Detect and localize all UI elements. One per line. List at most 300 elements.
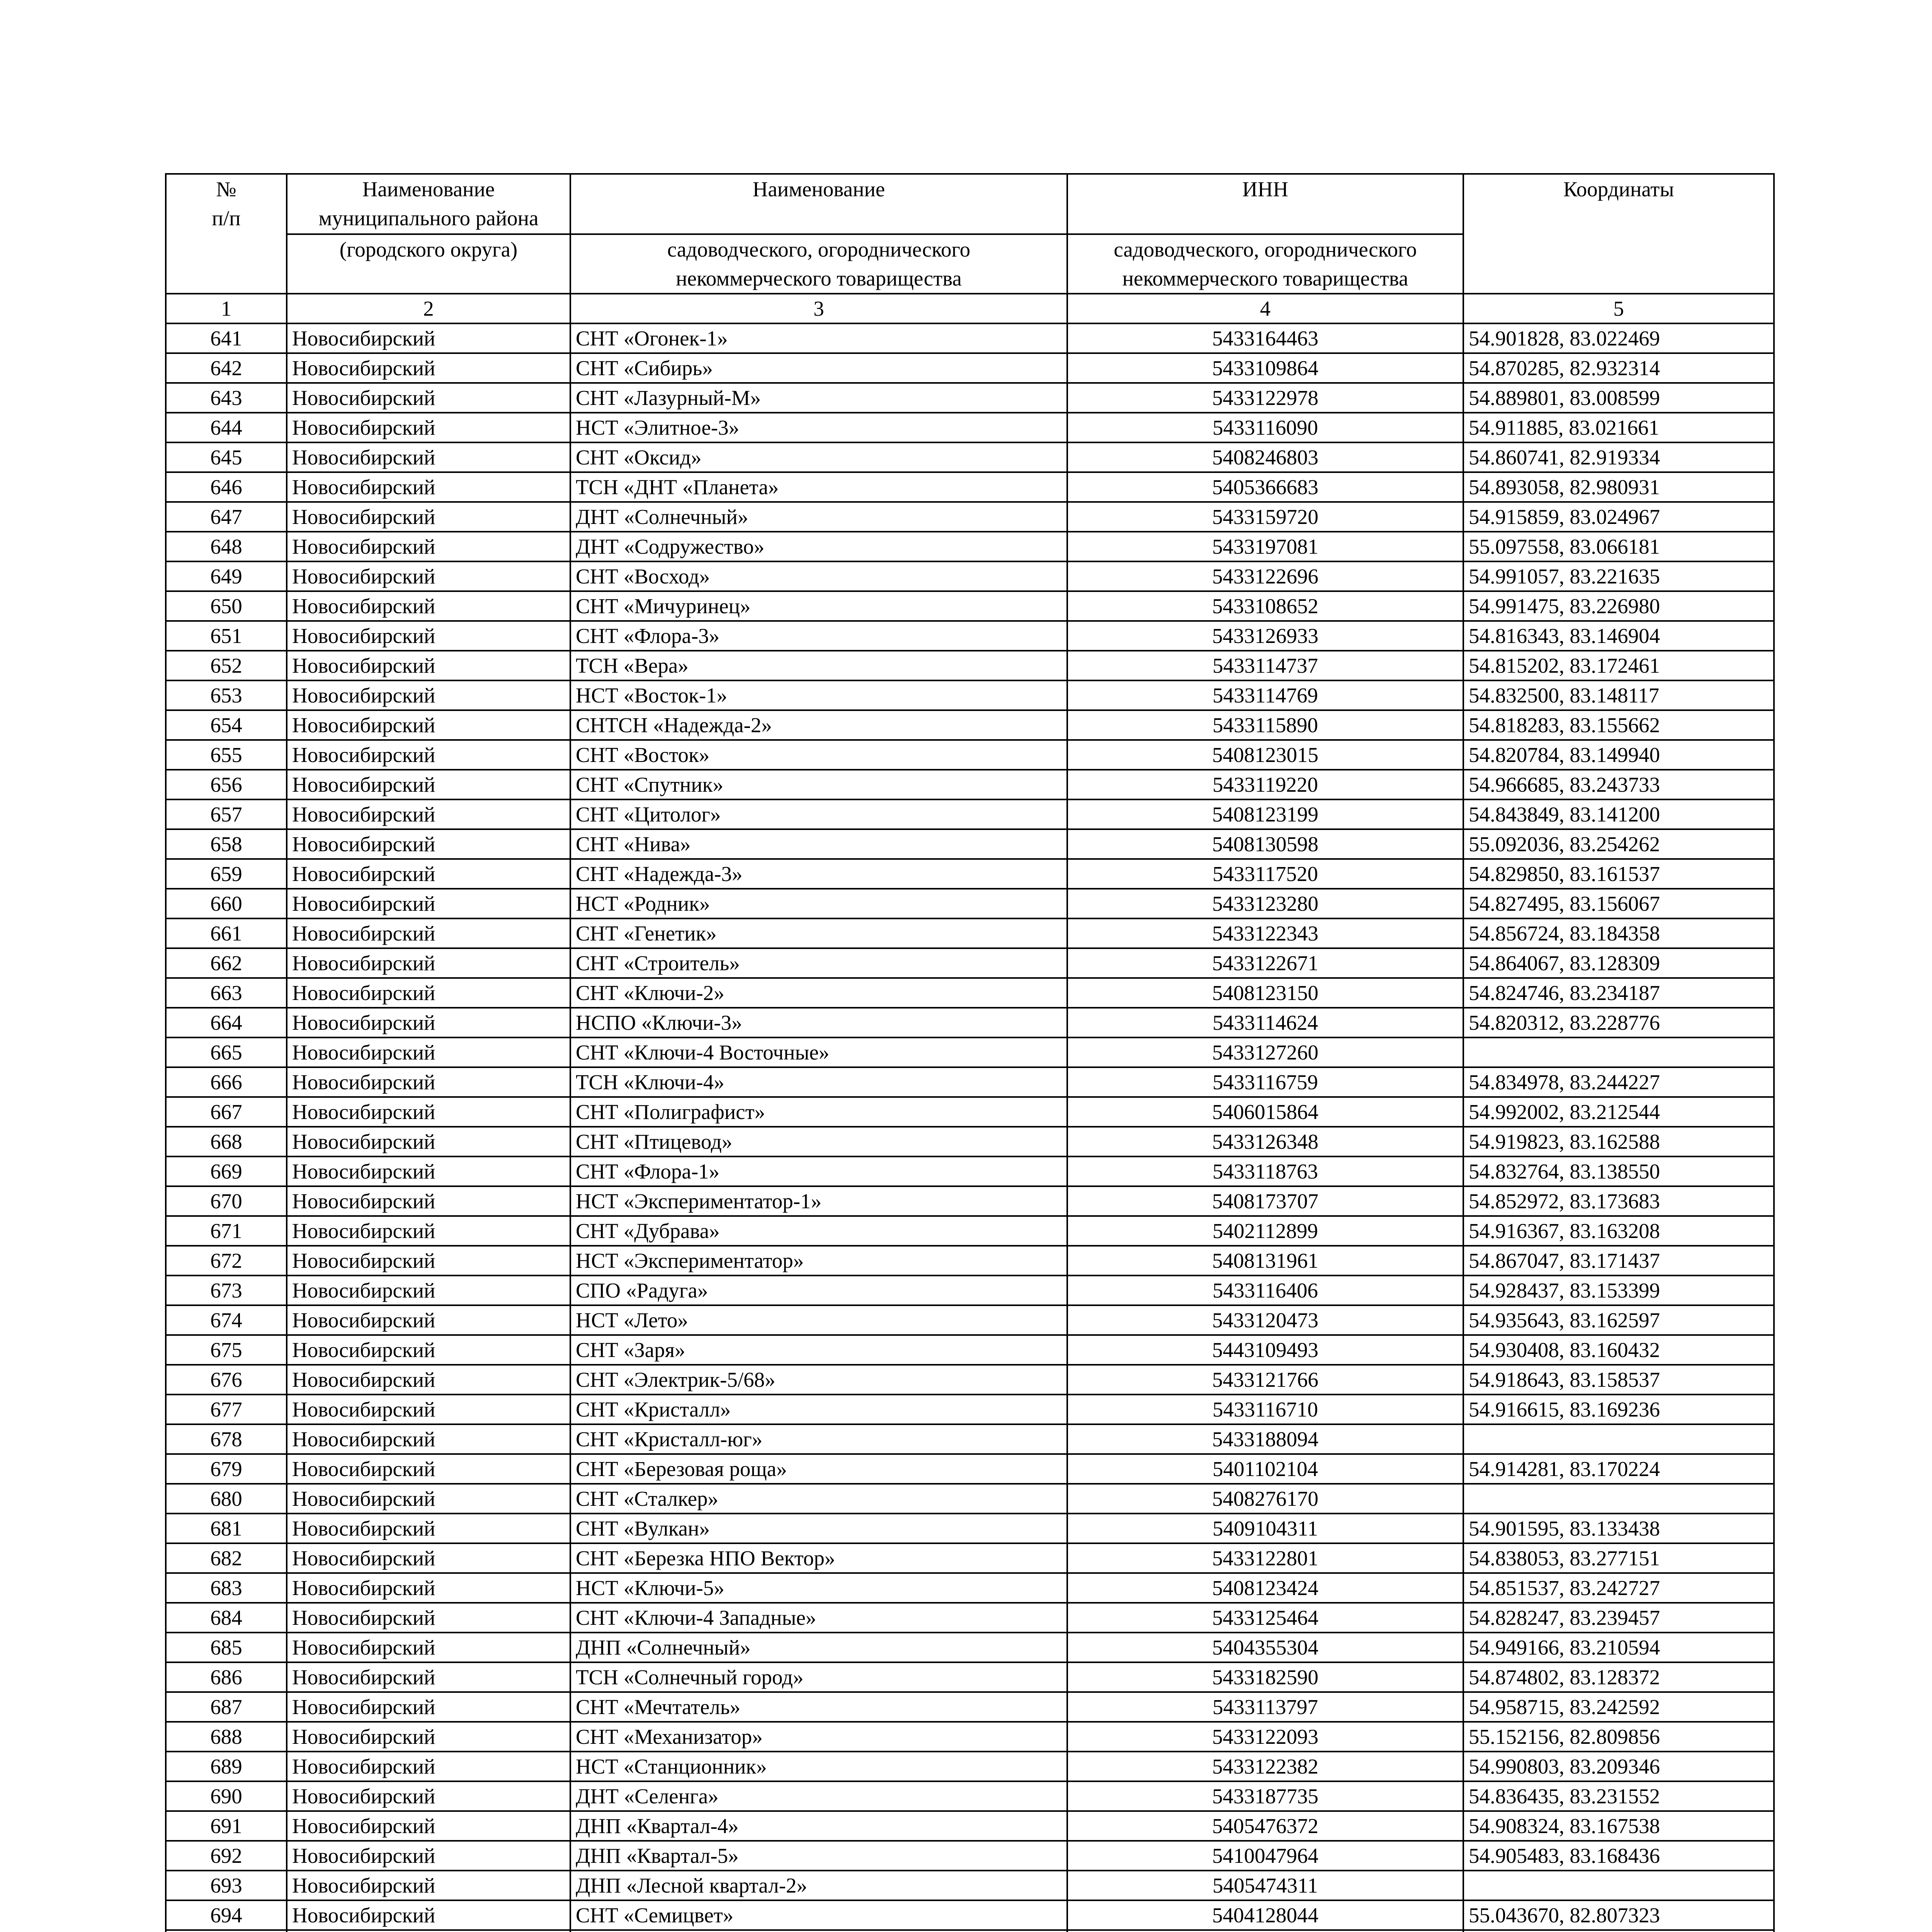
registry-table xyxy=(165,173,1775,1932)
coordinates-value: 55.043670, 82.807323 xyxy=(1463,1900,1774,1930)
association-name: СНТ «Березка НПО Вектор» xyxy=(570,1543,1067,1573)
table-row xyxy=(166,1543,1774,1573)
inn-value: 5408123015 xyxy=(1067,740,1463,770)
district-name: Новосибирский xyxy=(287,740,570,770)
table-row xyxy=(166,710,1774,740)
district-name: Новосибирский xyxy=(287,1514,570,1543)
row-number: 674 xyxy=(166,1305,287,1335)
table-row xyxy=(166,1900,1774,1930)
association-name: СНТ «Мечтатель» xyxy=(570,1692,1067,1722)
district-name: Новосибирский xyxy=(287,532,570,561)
header-row-top xyxy=(166,174,1774,234)
district-name: Новосибирский xyxy=(287,1781,570,1811)
association-name: СНТ «Сибирь» xyxy=(570,353,1067,383)
coordinates-value: 54.949166, 83.210594 xyxy=(1463,1633,1774,1662)
district-name: Новосибирский xyxy=(287,978,570,1008)
district-name: Новосибирский xyxy=(287,1662,570,1692)
table-row xyxy=(166,1097,1774,1127)
coordinates-value: 54.901828, 83.022469 xyxy=(1463,323,1774,353)
header-inn-bottom: садоводческого, огороднического некоммерческого товарищества xyxy=(1067,234,1463,294)
association-name: ДНП «Лесной квартал-2» xyxy=(570,1871,1067,1900)
district-name: Новосибирский xyxy=(287,442,570,472)
association-name: СНТ «Ключи-4 Западные» xyxy=(570,1603,1067,1633)
row-number: 650 xyxy=(166,591,287,621)
row-number: 682 xyxy=(166,1543,287,1573)
coordinates-value: 54.820784, 83.149940 xyxy=(1463,740,1774,770)
coordinates-value xyxy=(1463,1930,1774,1932)
association-name: НСТ «Экспериментатор» xyxy=(570,1246,1067,1276)
coordinates-value: 54.843849, 83.141200 xyxy=(1463,799,1774,829)
row-number: 673 xyxy=(166,1276,287,1305)
association-name: НСТ «Ключи-5» xyxy=(570,1573,1067,1603)
district-name: Новосибирский xyxy=(287,1246,570,1276)
inn-value: 5433126348 xyxy=(1067,1127,1463,1156)
table-row xyxy=(166,1008,1774,1037)
district-name: Новосибирский xyxy=(287,680,570,710)
coordinates-value: 54.958715, 83.242592 xyxy=(1463,1692,1774,1722)
coordinates-value: 54.935643, 83.162597 xyxy=(1463,1305,1774,1335)
row-number: 688 xyxy=(166,1722,287,1752)
coordinates-value: 54.870285, 82.932314 xyxy=(1463,353,1774,383)
inn-value: 5433122093 xyxy=(1067,1722,1463,1752)
row-number: 684 xyxy=(166,1603,287,1633)
inn-value: 5410047964 xyxy=(1067,1841,1463,1871)
row-number: 647 xyxy=(166,502,287,532)
inn-value: 5401102104 xyxy=(1067,1454,1463,1484)
district-name: Новосибирский xyxy=(287,472,570,502)
association-name: СНТ «Восход» xyxy=(570,561,1067,591)
inn-value: 5433115890 xyxy=(1067,710,1463,740)
inn-value: 5433113797 xyxy=(1067,1692,1463,1722)
table-row xyxy=(166,918,1774,948)
row-number: 683 xyxy=(166,1573,287,1603)
table-row xyxy=(166,1424,1774,1454)
table-row xyxy=(166,353,1774,383)
inn-value: 5405476372 xyxy=(1067,1811,1463,1841)
association-name: СНТ «Цитолог» xyxy=(570,799,1067,829)
column-number: 1 xyxy=(166,294,287,323)
inn-value: 5433114769 xyxy=(1067,680,1463,710)
district-name: Новосибирский xyxy=(287,799,570,829)
association-name: СНТ «Кристалл-юг» xyxy=(570,1424,1067,1454)
inn-value: 5433116090 xyxy=(1067,413,1463,442)
table-row xyxy=(166,442,1774,472)
table-row xyxy=(166,1186,1774,1216)
row-number: 679 xyxy=(166,1454,287,1484)
coordinates-value: 54.856724, 83.184358 xyxy=(1463,918,1774,948)
header-coordinates: Координаты xyxy=(1463,174,1774,294)
inn-value: 5433120473 xyxy=(1067,1305,1463,1335)
row-number: 652 xyxy=(166,651,287,680)
row-number: 664 xyxy=(166,1008,287,1037)
row-number: 672 xyxy=(166,1246,287,1276)
district-name: Новосибирский xyxy=(287,1156,570,1186)
district-name: Новосибирский xyxy=(287,948,570,978)
association-name: СНТ «Дубрава» xyxy=(570,1216,1067,1246)
coordinates-value: 54.815202, 83.172461 xyxy=(1463,651,1774,680)
inn-value: 5433121766 xyxy=(1067,1365,1463,1395)
coordinates-value: 54.916367, 83.163208 xyxy=(1463,1216,1774,1246)
coordinates-value: 54.864067, 83.128309 xyxy=(1463,948,1774,978)
association-name: СНТ «Флора-3» xyxy=(570,621,1067,651)
inn-value: 5406015864 xyxy=(1067,1097,1463,1127)
district-name: Новосибирский xyxy=(287,561,570,591)
district-name: Новосибирский xyxy=(287,1722,570,1752)
coordinates-value: 54.851537, 83.242727 xyxy=(1463,1573,1774,1603)
row-number: 655 xyxy=(166,740,287,770)
coordinates-value: 54.820312, 83.228776 xyxy=(1463,1008,1774,1037)
row-number: 651 xyxy=(166,621,287,651)
table-row xyxy=(166,1930,1774,1932)
district-name: Новосибирский xyxy=(287,1335,570,1365)
coordinates-value: 54.836435, 83.231552 xyxy=(1463,1781,1774,1811)
association-name: СНТ «Вулкан» xyxy=(570,1514,1067,1543)
coordinates-value: 54.918643, 83.158537 xyxy=(1463,1365,1774,1395)
district-name: Новосибирский xyxy=(287,1811,570,1841)
header-name-top: Наименование xyxy=(570,174,1067,234)
association-name: ТСН «ДНТ «Планета» xyxy=(570,472,1067,502)
row-number: 677 xyxy=(166,1395,287,1424)
row-number: 691 xyxy=(166,1811,287,1841)
district-name: Новосибирский xyxy=(287,1573,570,1603)
row-number: 686 xyxy=(166,1662,287,1692)
inn-value: 5433114624 xyxy=(1067,1008,1463,1037)
row-number: 661 xyxy=(166,918,287,948)
inn-value: 5433119220 xyxy=(1067,770,1463,799)
district-name: Новосибирский xyxy=(287,1603,570,1633)
inn-value: 5408130598 xyxy=(1067,829,1463,859)
coordinates-value: 55.097558, 83.066181 xyxy=(1463,532,1774,561)
row-number: 665 xyxy=(166,1037,287,1067)
district-name: Новосибирский xyxy=(287,353,570,383)
association-name: ДНТ «Солнечный» xyxy=(570,502,1067,532)
row-number: 653 xyxy=(166,680,287,710)
coordinates-value: 54.860741, 82.919334 xyxy=(1463,442,1774,472)
inn-value: 5405366683 xyxy=(1067,472,1463,502)
row-number: 654 xyxy=(166,710,287,740)
table-row xyxy=(166,1365,1774,1395)
table-row xyxy=(166,948,1774,978)
inn-value: 5433187735 xyxy=(1067,1781,1463,1811)
district-name: Новосибирский xyxy=(287,621,570,651)
inn-value: 5433159720 xyxy=(1067,502,1463,532)
district-name: Новосибирский xyxy=(287,1752,570,1781)
row-number: 643 xyxy=(166,383,287,413)
district-name: Новосибирский xyxy=(287,1484,570,1514)
district-name: Новосибирский xyxy=(287,1216,570,1246)
table-row xyxy=(166,561,1774,591)
inn-value: 5404355304 xyxy=(1067,1633,1463,1662)
table-row xyxy=(166,532,1774,561)
association-name: СПО «Радуга» xyxy=(570,1276,1067,1305)
association-name: СНТ «Оксид» xyxy=(570,442,1067,472)
coordinates-value: 54.916615, 83.169236 xyxy=(1463,1395,1774,1424)
district-name: Новосибирский xyxy=(287,383,570,413)
district-name: Новосибирский xyxy=(287,323,570,353)
coordinates-value: 54.991475, 83.226980 xyxy=(1463,591,1774,621)
header-district-bottom: (городского округа) xyxy=(287,234,570,294)
association-name: ТСН «Ключи-4» xyxy=(570,1067,1067,1097)
inn-value: 5408123424 xyxy=(1067,1573,1463,1603)
table-row xyxy=(166,1037,1774,1067)
association-name: СНТ «Полиграфист» xyxy=(570,1097,1067,1127)
inn-value: 5433114737 xyxy=(1067,651,1463,680)
table-row xyxy=(166,889,1774,918)
inn-value: 5433122671 xyxy=(1067,948,1463,978)
table-row xyxy=(166,1781,1774,1811)
table-row xyxy=(166,591,1774,621)
inn-value: 5433125464 xyxy=(1067,1603,1463,1633)
table-row xyxy=(166,1156,1774,1186)
inn-value: 5433122382 xyxy=(1067,1752,1463,1781)
district-name: Новосибирский xyxy=(287,1871,570,1900)
coordinates-value: 55.092036, 83.254262 xyxy=(1463,829,1774,859)
coordinates-value: 54.834978, 83.244227 xyxy=(1463,1067,1774,1097)
district-name: Новосибирский xyxy=(287,829,570,859)
association-name: ТСН «Вера» xyxy=(570,651,1067,680)
district-name: Новосибирский xyxy=(287,1841,570,1871)
coordinates-value xyxy=(1463,1424,1774,1454)
table-row xyxy=(166,1633,1774,1662)
row-number: 671 xyxy=(166,1216,287,1246)
row-number: 685 xyxy=(166,1633,287,1662)
inn-value: 5433164463 xyxy=(1067,323,1463,353)
association-name: НСТ «Элитное-3» xyxy=(570,413,1067,442)
inn-value: 5433126933 xyxy=(1067,621,1463,651)
inn-value: 5409104311 xyxy=(1067,1514,1463,1543)
coordinates-value: 54.824746, 83.234187 xyxy=(1463,978,1774,1008)
coordinates-value: 55.152156, 82.809856 xyxy=(1463,1722,1774,1752)
row-number: 690 xyxy=(166,1781,287,1811)
table-row xyxy=(166,770,1774,799)
district-name: Новосибирский xyxy=(287,1127,570,1156)
table-row xyxy=(166,1841,1774,1871)
association-name: ДНТ «Селенга» xyxy=(570,1781,1067,1811)
district-name: Новосибирский xyxy=(287,1276,570,1305)
district-name: Новосибирский xyxy=(287,918,570,948)
row-number: 657 xyxy=(166,799,287,829)
table-row xyxy=(166,323,1774,353)
table-row xyxy=(166,829,1774,859)
association-name: СНТ «Кристалл» xyxy=(570,1395,1067,1424)
inn-value: 5408173707 xyxy=(1067,1186,1463,1216)
association-name: СНТ «Птицевод» xyxy=(570,1127,1067,1156)
inn-value: 5405474311 xyxy=(1067,1871,1463,1900)
coordinates-value: 54.874802, 83.128372 xyxy=(1463,1662,1774,1692)
row-number: 670 xyxy=(166,1186,287,1216)
association-name: СНТ «Лазурный-М» xyxy=(570,383,1067,413)
district-name: Новосибирский xyxy=(287,1395,570,1424)
coordinates-value: 54.852972, 83.173683 xyxy=(1463,1186,1774,1216)
association-name: ДНП «Солнечный» xyxy=(570,1633,1067,1662)
table-row xyxy=(166,1484,1774,1514)
table-row xyxy=(166,502,1774,532)
row-number: 693 xyxy=(166,1871,287,1900)
coordinates-value: 54.919823, 83.162588 xyxy=(1463,1127,1774,1156)
row-number: 669 xyxy=(166,1156,287,1186)
association-name: НСПО «Ключи-3» xyxy=(570,1008,1067,1037)
district-name: Новосибирский xyxy=(287,1008,570,1037)
table-row xyxy=(166,799,1774,829)
row-number: 659 xyxy=(166,859,287,889)
row-number: 687 xyxy=(166,1692,287,1722)
table-row xyxy=(166,1573,1774,1603)
table-row xyxy=(166,472,1774,502)
header-district-top: Наименование муниципального района xyxy=(287,174,570,234)
coordinates-value: 54.889801, 83.008599 xyxy=(1463,383,1774,413)
inn-value: 5433122978 xyxy=(1067,383,1463,413)
table-row xyxy=(166,651,1774,680)
table-row xyxy=(166,1514,1774,1543)
table-row xyxy=(166,621,1774,651)
coordinates-value: 54.828247, 83.239457 xyxy=(1463,1603,1774,1633)
table-row xyxy=(166,859,1774,889)
district-name: Новосибирский xyxy=(287,1543,570,1573)
district-name: Новосибирский xyxy=(287,710,570,740)
district-name: Новосибирский xyxy=(287,1037,570,1067)
coordinates-value: 54.829850, 83.161537 xyxy=(1463,859,1774,889)
association-name: СНТ «Ключи-2» xyxy=(570,978,1067,1008)
association-name: СНТ «Надежда-3» xyxy=(570,859,1067,889)
association-name: СНТСН «Надежда-2» xyxy=(570,710,1067,740)
inn-value: 5433123280 xyxy=(1067,889,1463,918)
association-name: СНТ «Ключи-4 Восточные» xyxy=(570,1037,1067,1067)
inn-value: 5408123199 xyxy=(1067,799,1463,829)
inn-value: 5433118763 xyxy=(1067,1156,1463,1186)
row-number: 648 xyxy=(166,532,287,561)
coordinates-value xyxy=(1463,1037,1774,1067)
inn-value: 5408123150 xyxy=(1067,978,1463,1008)
column-number: 4 xyxy=(1067,294,1463,323)
district-name: Новосибирский xyxy=(287,1365,570,1395)
table-row xyxy=(166,1811,1774,1841)
table-row xyxy=(166,680,1774,710)
association-name: СНТ «Семицвет» xyxy=(570,1900,1067,1930)
association-name: СНТ «Генетик» xyxy=(570,918,1067,948)
row-number: 680 xyxy=(166,1484,287,1514)
district-name: Новосибирский xyxy=(287,1097,570,1127)
coordinates-value: 54.928437, 83.153399 xyxy=(1463,1276,1774,1305)
association-name: НСТ «Восток-1» xyxy=(570,680,1067,710)
table-row xyxy=(166,740,1774,770)
table-row xyxy=(166,1216,1774,1246)
row-number: 663 xyxy=(166,978,287,1008)
inn-value: 5433127260 xyxy=(1067,1037,1463,1067)
header-inn-top: ИНН xyxy=(1067,174,1463,234)
table-row xyxy=(166,1752,1774,1781)
district-name: Новосибирский xyxy=(287,1454,570,1484)
row-number: 646 xyxy=(166,472,287,502)
coordinates-value: 54.911885, 83.021661 xyxy=(1463,413,1774,442)
coordinates-value: 54.867047, 83.171437 xyxy=(1463,1246,1774,1276)
table-row xyxy=(166,1454,1774,1484)
inn-value: 5443109493 xyxy=(1067,1335,1463,1365)
association-name: НСТ «Экспериментатор-1» xyxy=(570,1186,1067,1216)
table-row xyxy=(166,978,1774,1008)
district-name: Новосибирский xyxy=(287,1692,570,1722)
district-name: Новосибирский xyxy=(287,859,570,889)
inn-value: 5433109864 xyxy=(1067,353,1463,383)
association-name: НСТ «Родник» xyxy=(570,889,1067,918)
table-row xyxy=(166,413,1774,442)
coordinates-value: 54.990803, 83.209346 xyxy=(1463,1752,1774,1781)
inn-value: 5433188094 xyxy=(1067,1424,1463,1454)
coordinates-value: 54.966685, 83.243733 xyxy=(1463,770,1774,799)
association-name: ДНП «Квартал-5» xyxy=(570,1841,1067,1871)
coordinates-value: 54.827495, 83.156067 xyxy=(1463,889,1774,918)
row-number: 644 xyxy=(166,413,287,442)
inn-value xyxy=(1067,1930,1463,1932)
table-row xyxy=(166,1692,1774,1722)
association-name: СНТ «Флора-1» xyxy=(570,1156,1067,1186)
row-number: 642 xyxy=(166,353,287,383)
coordinates-value: 54.915859, 83.024967 xyxy=(1463,502,1774,532)
coordinates-value: 54.818283, 83.155662 xyxy=(1463,710,1774,740)
coordinates-value xyxy=(1463,1871,1774,1900)
coordinates-value: 54.905483, 83.168436 xyxy=(1463,1841,1774,1871)
row-number: 662 xyxy=(166,948,287,978)
row-number: 689 xyxy=(166,1752,287,1781)
district-name: Новосибирский xyxy=(287,1067,570,1097)
district-name: Новосибирский xyxy=(287,1186,570,1216)
inn-value: 5404128044 xyxy=(1067,1900,1463,1930)
district-name: Новосибирский xyxy=(287,1424,570,1454)
table-row xyxy=(166,1395,1774,1424)
coordinates-value: 54.832500, 83.148117 xyxy=(1463,680,1774,710)
header-name-bottom: садоводческого, огороднического некоммерческого товарищества xyxy=(570,234,1067,294)
district-name: Новосибирский xyxy=(287,770,570,799)
association-name: СНТ «Нива» xyxy=(570,829,1067,859)
district-name: Новосибирский xyxy=(287,651,570,680)
inn-value: 5402112899 xyxy=(1067,1216,1463,1246)
table-row xyxy=(166,1722,1774,1752)
coordinates-value: 54.914281, 83.170224 xyxy=(1463,1454,1774,1484)
district-name xyxy=(287,1930,570,1932)
row-number: 668 xyxy=(166,1127,287,1156)
inn-value: 5433116710 xyxy=(1067,1395,1463,1424)
district-name: Новосибирский xyxy=(287,1900,570,1930)
coordinates-value: 54.838053, 83.277151 xyxy=(1463,1543,1774,1573)
association-name xyxy=(570,1930,1067,1932)
coordinates-value: 54.816343, 83.146904 xyxy=(1463,621,1774,651)
row-number: 658 xyxy=(166,829,287,859)
association-name: СНТ «Заря» xyxy=(570,1335,1067,1365)
association-name: СНТ «Спутник» xyxy=(570,770,1067,799)
coordinates-value: 54.901595, 83.133438 xyxy=(1463,1514,1774,1543)
table-row xyxy=(166,1603,1774,1633)
inn-value: 5433122696 xyxy=(1067,561,1463,591)
association-name: СНТ «Строитель» xyxy=(570,948,1067,978)
table-row xyxy=(166,1276,1774,1305)
coordinates-value: 54.991057, 83.221635 xyxy=(1463,561,1774,591)
coordinates-value: 54.992002, 83.212544 xyxy=(1463,1097,1774,1127)
table-row xyxy=(166,383,1774,413)
association-name: СНТ «Березовая роща» xyxy=(570,1454,1067,1484)
table-row xyxy=(166,1127,1774,1156)
inn-value: 5433108652 xyxy=(1067,591,1463,621)
association-name: ДНП «Квартал-4» xyxy=(570,1811,1067,1841)
table-row xyxy=(166,1871,1774,1900)
coordinates-value: 54.832764, 83.138550 xyxy=(1463,1156,1774,1186)
inn-value: 5433116406 xyxy=(1067,1276,1463,1305)
row-number xyxy=(166,1930,287,1932)
row-number: 667 xyxy=(166,1097,287,1127)
association-name: СНТ «Механизатор» xyxy=(570,1722,1067,1752)
association-name: СНТ «Восток» xyxy=(570,740,1067,770)
association-name: СНТ «Огонек-1» xyxy=(570,323,1067,353)
inn-value: 5408131961 xyxy=(1067,1246,1463,1276)
column-number-row xyxy=(166,294,1774,323)
